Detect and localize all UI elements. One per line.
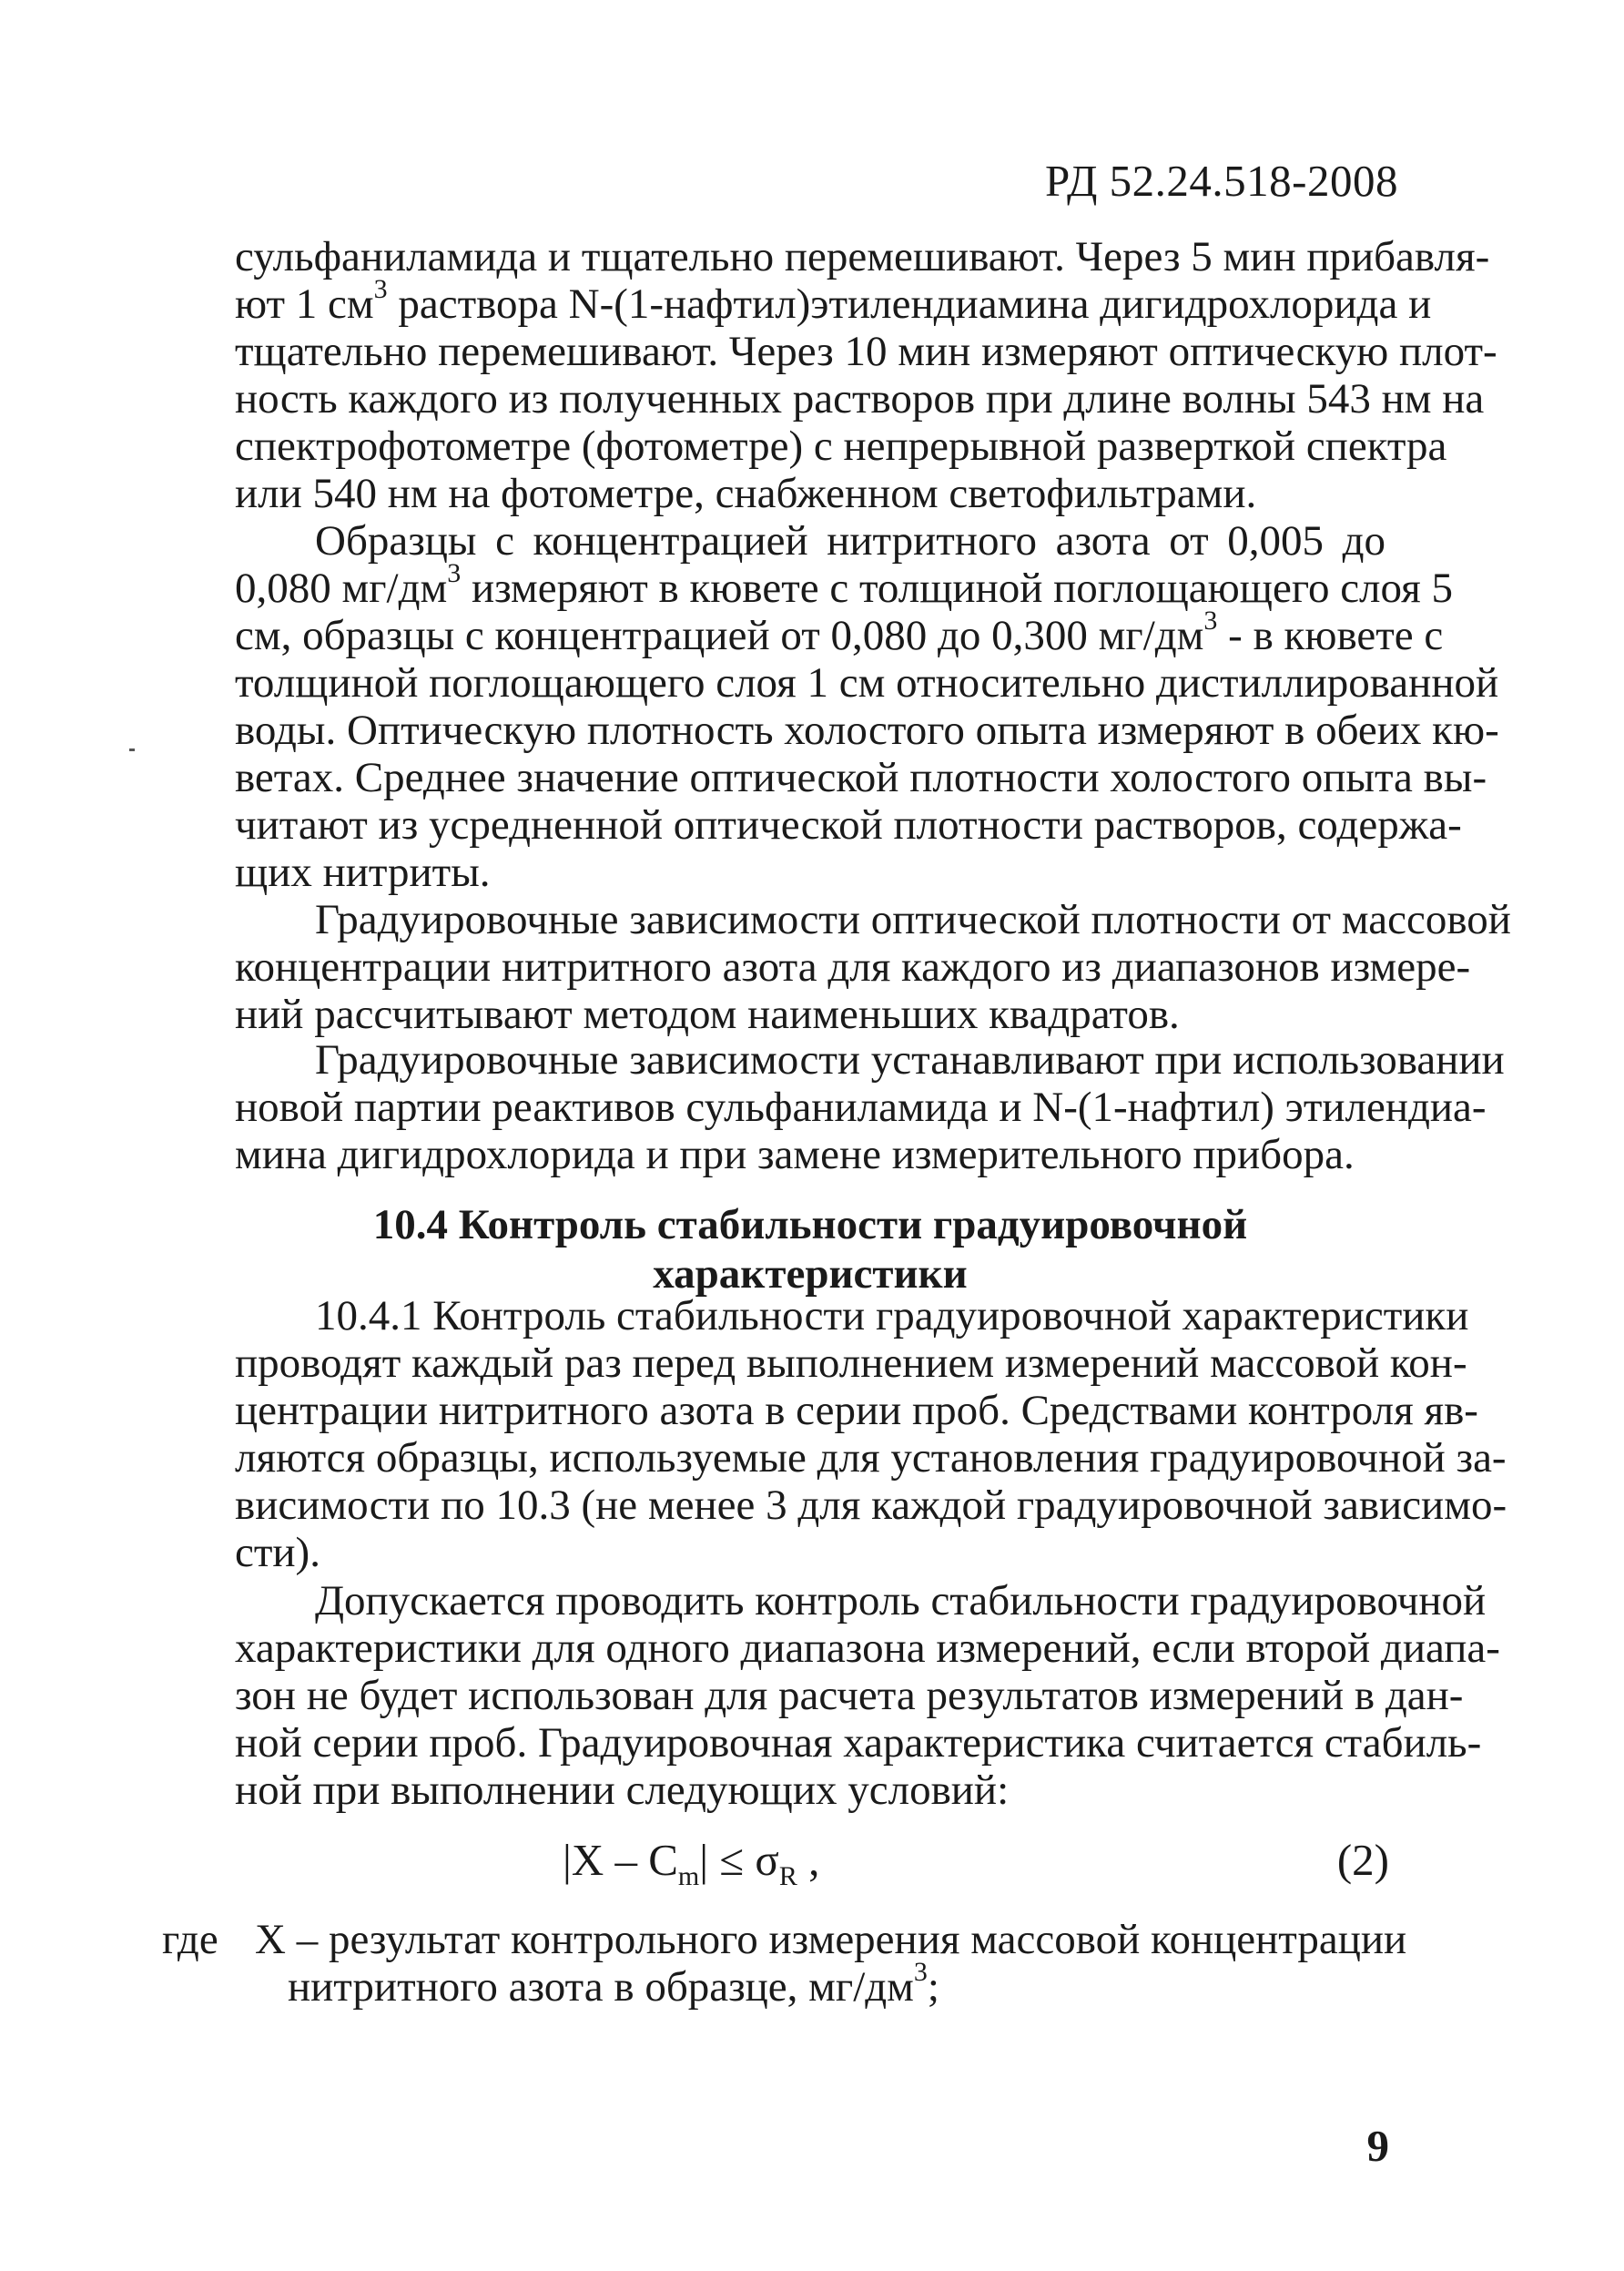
text-line: спектрофотометре (фотометре) с непрерывной разверткой спектра <box>235 423 1447 470</box>
text-line: сульфаниламида и тщательно перемешивают. Через 5 мин прибавля- <box>235 233 1490 280</box>
paragraph-continuation <box>235 233 1497 517</box>
text-line: ют 1 $см^3$ раствора N-(1-нафтил)этилендиамина дигидрохлорида и <box>235 274 1432 328</box>
text-line: висимости по 10.3 (не менее 3 для каждой градуировочной зависимо- <box>235 1482 1507 1529</box>
text-line: ной при выполнении следующих условий: <box>235 1767 1010 1814</box>
text-line: проводят каждый раз перед выполнением измерений массовой кон- <box>235 1339 1467 1387</box>
paragraph-stability-conditions <box>235 1577 1500 1814</box>
text-line: мина дигидрохлорида и при замене измерительного прибора. <box>235 1131 1355 1178</box>
page-number: 9 <box>1366 2121 1389 2171</box>
text-line: ляются образцы, используемые для установления градуировочной за- <box>235 1434 1507 1482</box>
text-line: характеристики для одного диапазона измерений, если второй диапа- <box>235 1624 1500 1672</box>
section-heading: 10.4 Контроль стабильности градуировочной характеристики <box>372 1201 1248 1298</box>
text-line: ность каждого из полученных растворов при длине волны 543 нм на <box>235 375 1485 423</box>
text-line: Градуировочные зависимости устанавливают при использовании <box>315 1036 1505 1084</box>
paragraph-calibration-dependencies <box>235 896 1511 1038</box>
text-line: толщиной поглощающего слоя 1 см относительно дистиллированной <box>235 659 1499 707</box>
text-line: щих нитриты. <box>235 849 491 896</box>
text-line: 10.4.1 Контроль стабильности градуировочной характеристики <box>315 1292 1469 1339</box>
text-line: ветах. Среднее значение оптической плотности холостого опыта вы- <box>235 754 1487 801</box>
text-line: концентрации нитритного азота для каждого из диапазонов измере- <box>235 943 1471 991</box>
text-line: Допускается проводить контроль стабильности градуировочной <box>315 1577 1487 1624</box>
superscript: 3 <box>373 274 388 304</box>
paragraph-10-4-1 <box>235 1292 1507 1576</box>
text-line: см, образцы с концентрацией от 0,080 до 0,300 $мг/дм^3$ - в кювете с <box>235 606 1444 659</box>
where-definition-continuation: нитритного азота в образце, $мг/дм^3$; <box>288 1957 939 2011</box>
text-line: новой партии реактивов сульфаниламида и N-(1-нафтил) этилендиа- <box>235 1084 1487 1131</box>
paragraph-sample-concentration <box>235 517 1499 896</box>
paragraph-calibration-setup <box>235 1036 1505 1178</box>
text-line: тщательно перемешивают. Через 10 мин измеряют оптическую плот- <box>235 328 1497 375</box>
where-definition <box>255 1916 1407 1963</box>
where-label: где <box>162 1916 218 1963</box>
text-line: Градуировочные зависимости оптической плотности от массовой <box>315 896 1511 943</box>
text-line: зон не будет использован для расчета результатов измерений в дан- <box>235 1672 1464 1719</box>
text-line: или 540 нм на фотометре, снабженном светофильтрами. <box>235 470 1257 517</box>
text-line: воды. Оптическую плотность холостого опыта измеряют в обеих кю- <box>235 707 1499 754</box>
text-line: Образцы с концентрацией нитритного азота от 0,005 до <box>315 517 1385 565</box>
text-line: ной серии проб. Градуировочная характеристика считается стабиль- <box>235 1719 1482 1767</box>
formula-number: (2) <box>1336 1835 1389 1885</box>
formula-2: $|X - C_m| \le \sigma_R$ , <box>563 1835 820 1891</box>
scan-mark <box>129 749 135 751</box>
text-line: читают из усредненной оптической плотности растворов, содержа- <box>235 801 1462 849</box>
text-line: сти). <box>235 1529 320 1576</box>
text-line: центрации нитритного азота в серии проб. Средствами контроля яв- <box>235 1387 1478 1434</box>
document-code: РД 52.24.518-2008 <box>1044 156 1398 206</box>
text-line: ний рассчитывают методом наименьших квадратов. <box>235 991 1180 1038</box>
text-line: X – результат контрольного измерения массовой концентрации <box>255 1916 1407 1963</box>
text-line: 0,080 $мг/дм^3$ измеряют в кювете с толщиной поглощающего слоя 5 <box>235 558 1453 612</box>
